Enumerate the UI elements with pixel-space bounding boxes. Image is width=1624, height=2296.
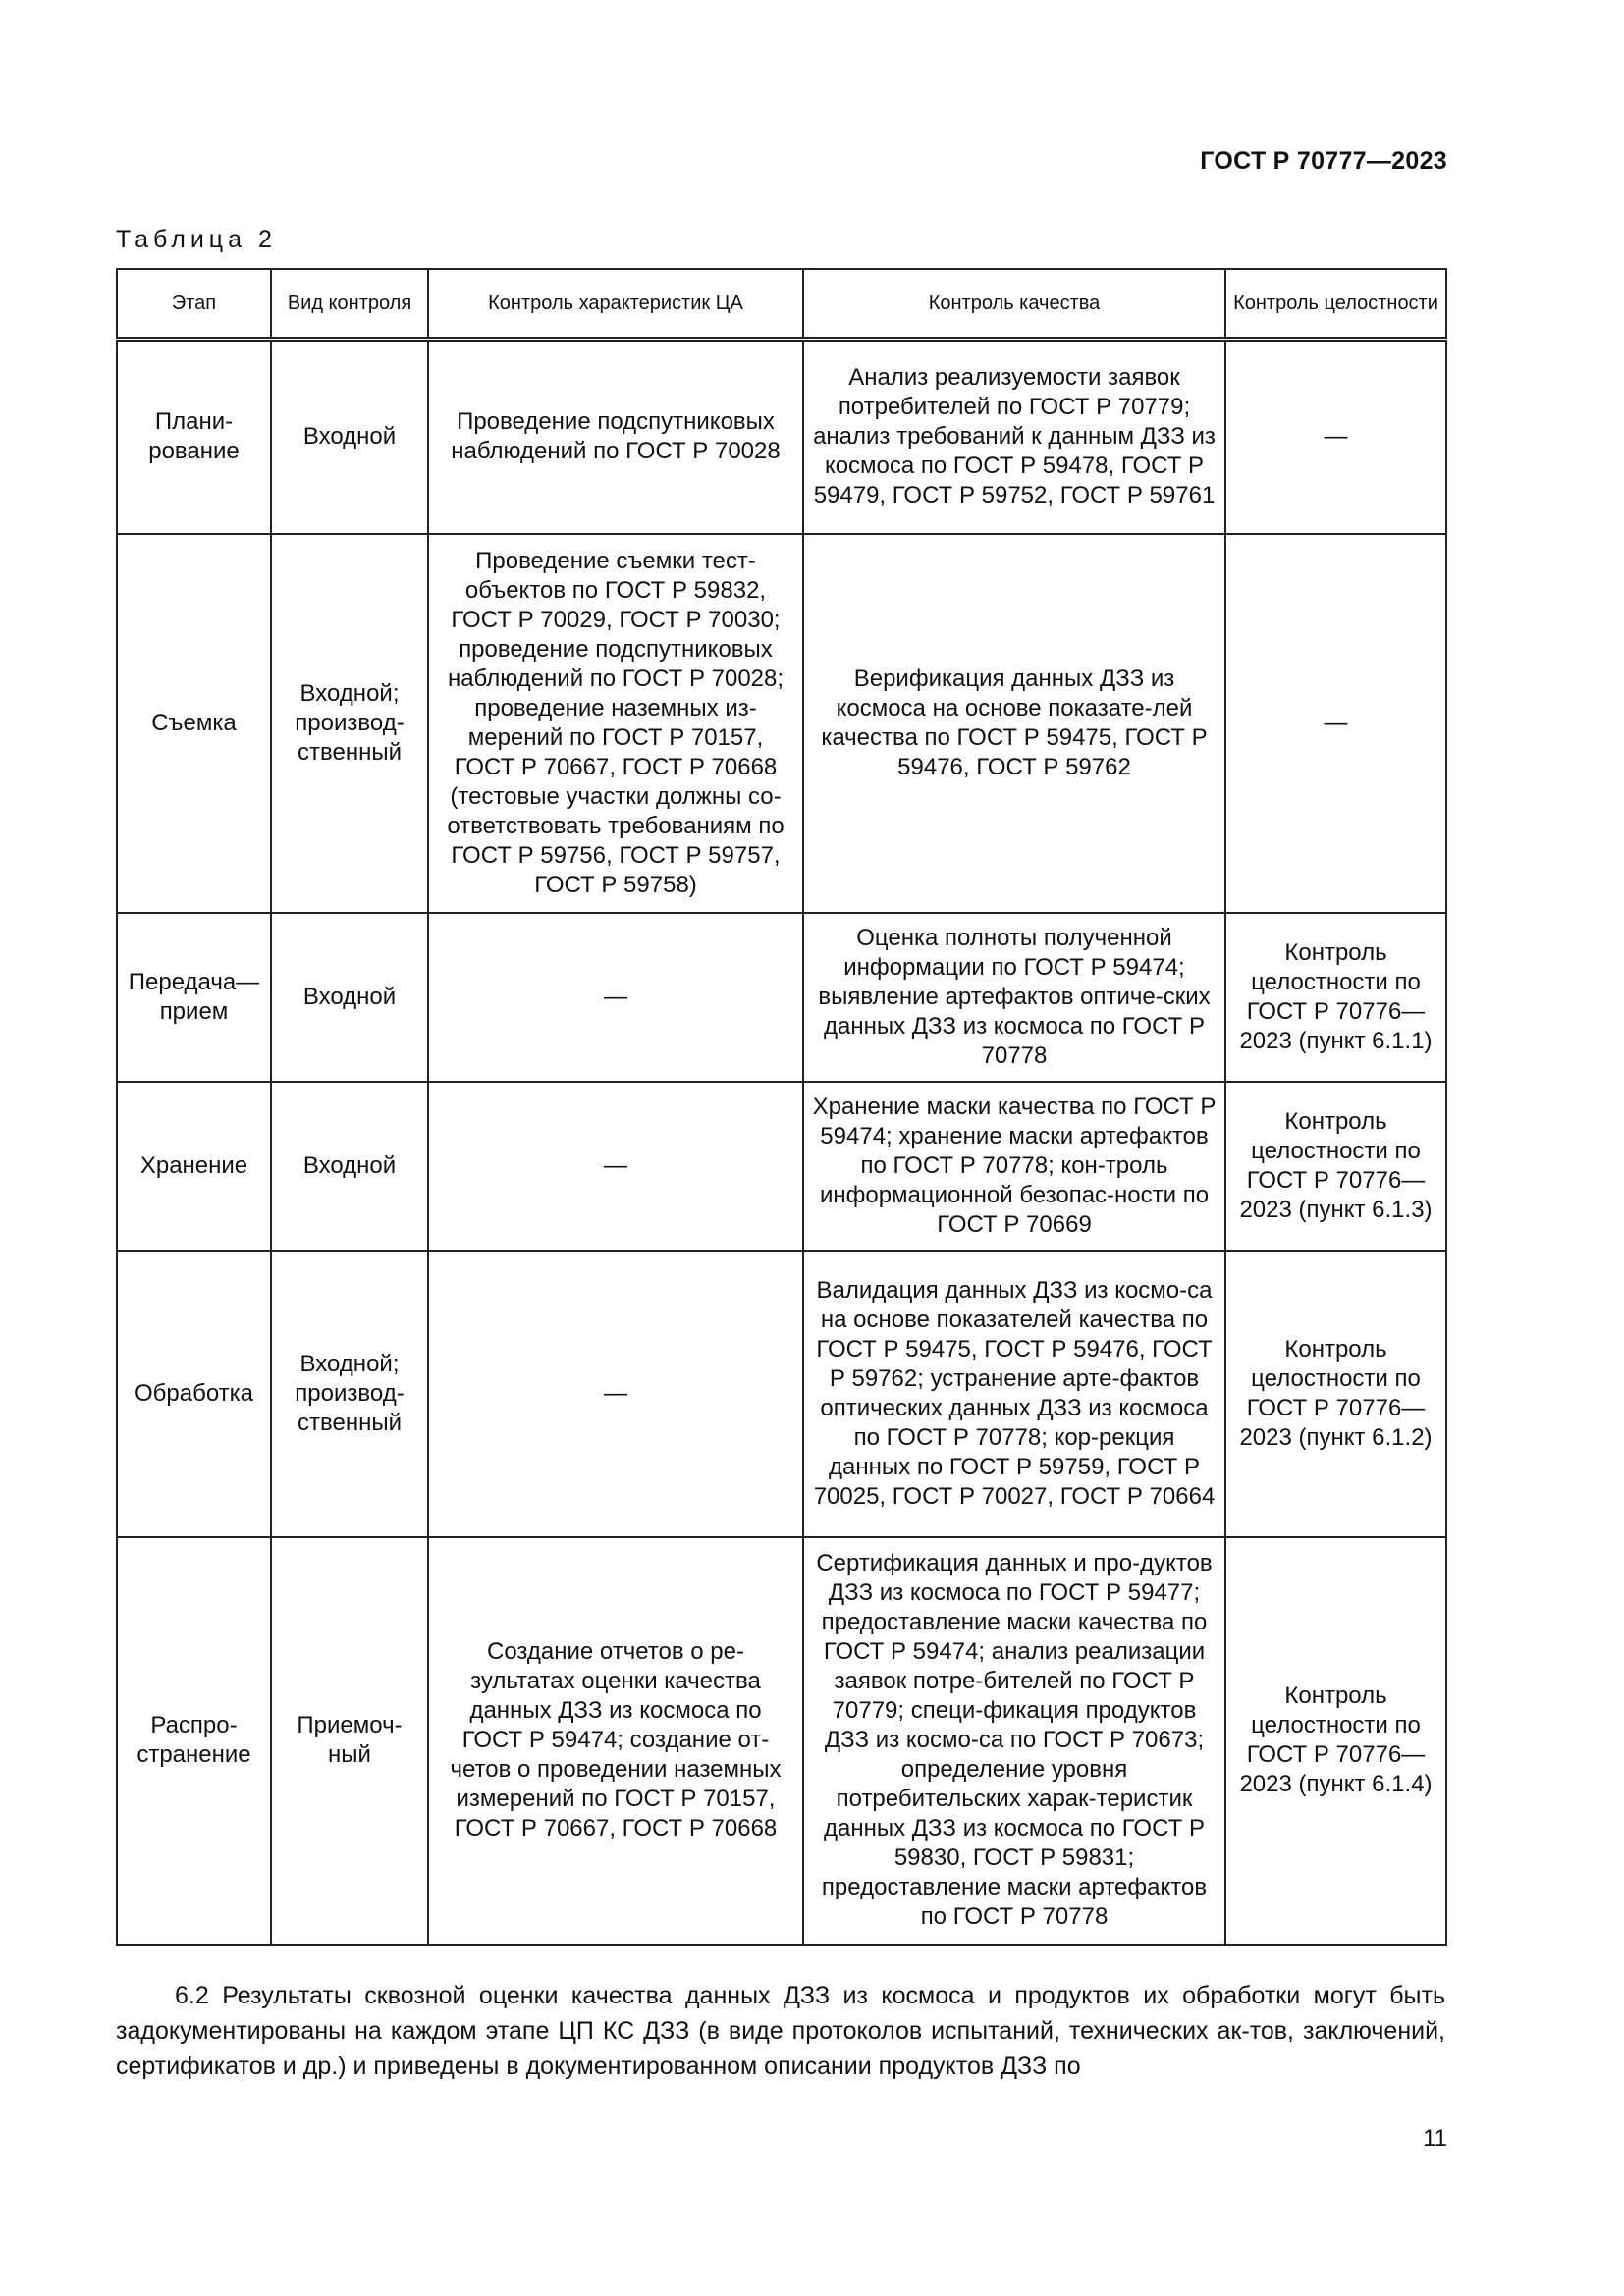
cell-ca-control: Проведение съемки тест-объектов по ГОСТ Р 59832, ГОСТ Р 70029, ГОСТ Р 70030; проведение подспутниковых наблюдений по ГОСТ Р 70028; проведение наземных из-мерений по ГОСТ Р 70157, ГОСТ Р 70667, ГОСТ Р 70668 (тестовые участки должны со-ответствовать требованиям по ГОСТ Р 59756, ГОСТ Р 59757, ГОСТ Р 59758) (428, 534, 803, 913)
cell-stage: Передача—прием (117, 913, 271, 1082)
cell-stage: Съемка (117, 534, 271, 913)
col-header-control-type: Вид контроля (271, 269, 428, 340)
document-header: ГОСТ Р 70777—2023 (1200, 147, 1447, 175)
cell-ca-control: — (428, 913, 803, 1082)
cell-ca-control: — (428, 1082, 803, 1251)
cell-integrity-control: — (1225, 534, 1446, 913)
col-header-stage: Этап (117, 269, 271, 340)
cell-stage: Обработка (117, 1251, 271, 1537)
table-header-row (117, 269, 1446, 340)
cell-integrity-control: Контроль целостности по ГОСТ Р 70776—2023 (пункт 6.1.1) (1225, 913, 1446, 1082)
cell-control-type: Входной (271, 340, 428, 534)
cell-control-type: Входной (271, 913, 428, 1082)
cell-control-type: Входной; производ-ственный (271, 534, 428, 913)
col-header-integrity-control: Контроль целостности (1225, 269, 1446, 340)
cell-quality-control: Анализ реализуемости заявок потребителей по ГОСТ Р 70779; анализ требований к данным ДЗЗ из космоса по ГОСТ Р 59478, ГОСТ Р 59479, ГОСТ Р 59752, ГОСТ Р 59761 (803, 340, 1225, 534)
col-header-ca-control: Контроль характеристик ЦА (428, 269, 803, 340)
section-paragraph: 6.2 Результаты сквозной оценки качества данных ДЗЗ из космоса и продуктов их обработки могут быть задокументированы на каждом этапе ЦП КС ДЗЗ (в виде протоколов испытаний, технических ак-тов, заключений, сертификатов и др.) и приведены в документированном описании продуктов ДЗЗ по (116, 1982, 1445, 2080)
table-row (117, 340, 1446, 534)
cell-quality-control: Оценка полноты полученной информации по ГОСТ Р 59474; выявление артефактов оптиче-ских данных ДЗЗ из космоса по ГОСТ Р 70778 (803, 913, 1225, 1082)
cell-integrity-control: — (1225, 340, 1446, 534)
table-row (117, 1251, 1446, 1537)
cell-integrity-control: Контроль целостности по ГОСТ Р 70776—2023 (пункт 6.1.3) (1225, 1082, 1446, 1251)
col-header-quality-control: Контроль качества (803, 269, 1225, 340)
cell-integrity-control: Контроль целостности по ГОСТ Р 70776—2023 (пункт 6.1.4) (1225, 1537, 1446, 1945)
cell-ca-control: Создание отчетов о ре-зультатах оценки качества данных ДЗЗ из космоса по ГОСТ Р 59474; создание от-четов о проведении наземных измерений по ГОСТ Р 70157, ГОСТ Р 70667, ГОСТ Р 70668 (428, 1537, 803, 1945)
cell-quality-control: Верификация данных ДЗЗ из космоса на основе показате-лей качества по ГОСТ Р 59475, ГОСТ Р 59476, ГОСТ Р 59762 (803, 534, 1225, 913)
cell-quality-control: Сертификация данных и про-дуктов ДЗЗ из космоса по ГОСТ Р 59477; предоставление маски качества по ГОСТ Р 59474; анализ реализации заявок потре-бителей по ГОСТ Р 70779; специ-фикация продуктов ДЗЗ из космо-са по ГОСТ Р 70673; определение уровня потребительских харак-теристик данных ДЗЗ из космоса по ГОСТ Р 59830, ГОСТ Р 59831; предоставление маски артефактов по ГОСТ Р 70778 (803, 1537, 1225, 1945)
cell-ca-control: — (428, 1251, 803, 1537)
cell-control-type: Входной (271, 1082, 428, 1251)
cell-stage: Хранение (117, 1082, 271, 1251)
cell-control-type: Входной; производ-ственный (271, 1251, 428, 1537)
table-caption: Таблица 2 (116, 226, 277, 253)
cell-quality-control: Хранение маски качества по ГОСТ Р 59474; хранение маски артефактов по ГОСТ Р 70778; кон-троль информационной безопас-ности по ГОСТ Р 70669 (803, 1082, 1225, 1251)
table-row (117, 534, 1446, 913)
table-row (117, 913, 1446, 1082)
page-number: 11 (1423, 2125, 1447, 2152)
table-row (117, 1537, 1446, 1945)
cell-stage: Распро-странение (117, 1537, 271, 1945)
control-table (116, 268, 1447, 1946)
cell-quality-control: Валидация данных ДЗЗ из космо-са на основе показателей качества по ГОСТ Р 59475, ГОСТ Р 59476, ГОСТ Р 59762; устранение арте-фактов оптических данных ДЗЗ из космоса по ГОСТ Р 70778; кор-рекция данных по ГОСТ Р 59759, ГОСТ Р 70025, ГОСТ Р 70027, ГОСТ Р 70664 (803, 1251, 1225, 1537)
cell-ca-control: Проведение подспутниковых наблюдений по ГОСТ Р 70028 (428, 340, 803, 534)
table-row (117, 1082, 1446, 1251)
cell-integrity-control: Контроль целостности по ГОСТ Р 70776—2023 (пункт 6.1.2) (1225, 1251, 1446, 1537)
cell-control-type: Приемоч-ный (271, 1537, 428, 1945)
cell-stage: Плани-рование (117, 340, 271, 534)
